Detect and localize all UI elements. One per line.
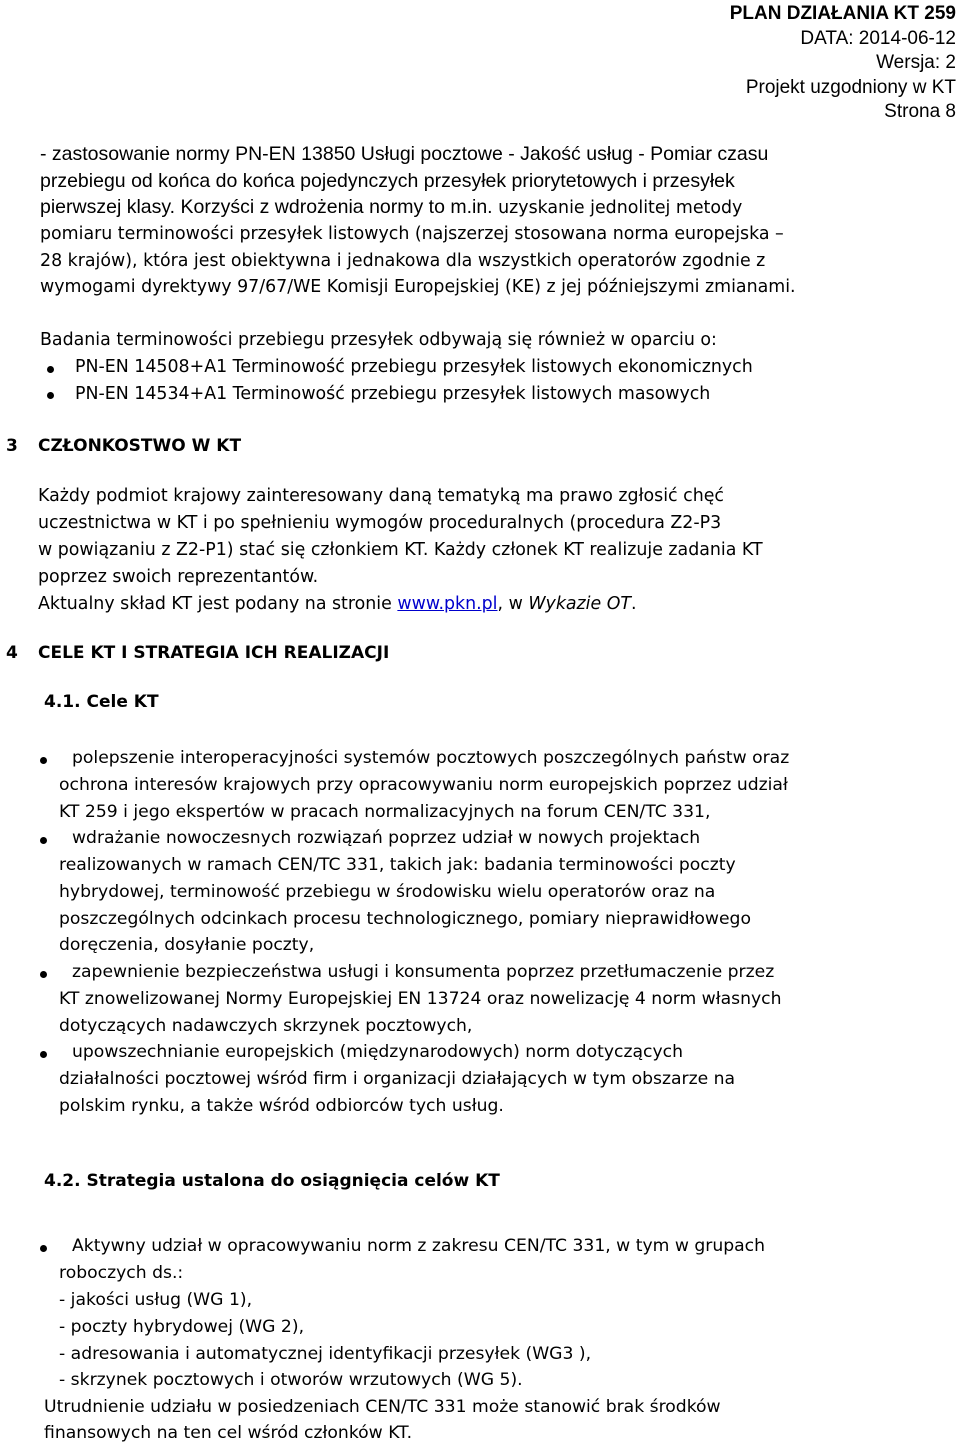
goal-1-line-3: KT 259 i jego ekspertów w pracach normalizacyjnych na forum CEN/TC 331,: [59, 802, 711, 822]
section-4-number: 4: [6, 643, 18, 663]
intro-line-1: - zastosowanie normy PN-EN 13850 Usługi pocztowe - Jakość usług - Pomiar czasu: [40, 143, 769, 165]
intro-line-3-tail: uzyskanie jednolitej metody: [492, 198, 743, 218]
section-3-italic: Wykazie OT: [528, 594, 632, 614]
badania-item-2: PN-EN 14534+A1 Terminowość przebiegu przesyłek listowych masowych: [75, 383, 711, 404]
intro-line-6: wymogami dyrektywy 97/67/WE Komisji Europejskiej (KE) z jej późniejszymi zmianami.: [40, 277, 796, 297]
bullet-icon: [47, 392, 54, 399]
bullet-icon: [40, 837, 47, 844]
subsection-4-2-title: 4.2. Strategia ustalona do osiągnięcia celów KT: [44, 1171, 500, 1191]
document-status: Projekt uzgodniony w KT: [745, 76, 956, 98]
goal-1-line-2: ochrona interesów krajowych przy opracowywaniu norm europejskich poprzez udział: [59, 775, 788, 795]
page-header: [730, 2, 956, 125]
strategy-wg3: - adresowania i automatycznej identyfikacji przesyłek (WG3 ),: [59, 1344, 592, 1364]
strategy-wg1: - jakości usług (WG 1),: [59, 1290, 253, 1310]
bullet-icon: [40, 1245, 47, 1252]
bullet-icon: [40, 757, 47, 764]
subsection-4-1-title: 4.1. Cele KT: [44, 692, 159, 712]
section-3-line-2: uczestnictwa w KT i po spełnieniu wymogów proceduralnych (procedura Z2-P3: [38, 513, 722, 533]
goal-3-line-2: KT znowelizowanej Normy Europejskiej EN 13724 oraz nowelizację 4 norm własnych: [59, 989, 782, 1009]
section-3-link-prefix: Aktualny skład KT jest podany na stronie: [38, 594, 398, 614]
closing-line-2: finansowych na ten cel wśród członków KT.: [44, 1423, 413, 1443]
document-version: Wersja: 2: [876, 52, 956, 73]
goal-3-line-3: dotyczących nadawczych skrzynek pocztowych,: [59, 1016, 473, 1036]
section-3-link-middle: , w: [497, 594, 529, 614]
intro-line-2: przebiegu od końca do końca pojedynczych przesyłek priorytetowych i przesyłek: [40, 169, 735, 192]
strategy-wg2: - poczty hybrydowej (WG 2),: [59, 1317, 305, 1337]
section-3-line-1: Każdy podmiot krajowy zainteresowany daną tematyką ma prawo zgłosić chęć: [38, 486, 724, 506]
section-3-number: 3: [6, 436, 18, 456]
goal-4-line-1: upowszechnianie europejskich (międzynarodowych) norm dotyczących: [72, 1042, 683, 1062]
goal-4-line-3: polskim rynku, a także wśród odbiorców tych usług.: [59, 1096, 504, 1116]
section-3-end: .: [631, 594, 637, 614]
pkn-link[interactable]: www.pkn.pl: [397, 594, 498, 614]
goal-2-line-1: wdrażanie nowoczesnych rozwiązań poprzez udział w nowych projektach: [72, 828, 701, 848]
badania-item-1: PN-EN 14508+A1 Terminowość przebiegu przesyłek listowych ekonomicznych: [75, 357, 753, 377]
strategy-wg5: - skrzynek pocztowych i otworów wrzutowych (WG 5).: [59, 1370, 523, 1390]
section-3-title: CZŁONKOSTWO W KT: [38, 436, 242, 456]
section-4-title: CELE KT I STRATEGIA ICH REALIZACJI: [38, 643, 390, 663]
section-3-line-5: [38, 591, 637, 618]
intro-line-3: [40, 194, 742, 222]
strategy-line-1: Aktywny udział w opracowywaniu norm z zakresu CEN/TC 331, w tym w grupach: [72, 1236, 765, 1256]
closing-line-1: Utrudnienie udziału w posiedzeniach CEN/TC 331 może stanowić brak środków: [44, 1397, 721, 1417]
goal-4-line-2: działalności pocztowej wśród firm i organizacji działających w tym obszarze na: [59, 1069, 736, 1089]
document-title: PLAN DZIAŁANIA KT 259: [729, 3, 956, 24]
goal-2-line-4: poszczególnych odcinkach procesu technologicznego, pomiary nieprawidłowego: [59, 909, 751, 929]
bullet-icon: [47, 366, 54, 373]
bullet-icon: [40, 971, 47, 978]
section-3-line-3: w powiązaniu z Z2-P1) stać się członkiem KT. Każdy członek KT realizuje zadania KT: [38, 540, 763, 560]
strategy-line-2: roboczych ds.:: [59, 1263, 184, 1283]
goal-2-line-2: realizowanych w ramach CEN/TC 331, takich jak: badania terminowości poczty: [59, 855, 736, 875]
goal-2-line-3: hybrydowej, terminowość przebiegu w środowisku wielu operatorów oraz na: [59, 882, 716, 902]
goal-1-line-1: polepszenie interoperacyjności systemów pocztowych poszczególnych państw oraz: [72, 748, 790, 768]
document-date: DATA: 2014-06-12: [800, 27, 956, 49]
goal-3-line-1: zapewnienie bezpieczeństwa usługi i konsumenta poprzez przetłumaczenie przez: [72, 962, 775, 982]
intro-line-4: pomiaru terminowości przesyłek listowych (najszerzej stosowana norma europejska –: [40, 224, 784, 244]
goal-2-line-5: doręczenia, dosyłanie poczty,: [59, 935, 315, 955]
bullet-icon: [40, 1051, 47, 1058]
intro-line-5: 28 krajów), która jest obiektywna i jednakowa dla wszystkich operatorów zgodnie z: [40, 250, 766, 271]
badania-intro: Badania terminowości przebiegu przesyłek odbywają się również w oparciu o:: [40, 330, 717, 350]
section-3-line-4: poprzez swoich reprezentantów.: [38, 567, 319, 587]
page-number: Strona 8: [884, 101, 956, 122]
intro-line-3-head: pierwszej klasy. Korzyści z wdrożenia normy to m.in.: [40, 196, 493, 218]
